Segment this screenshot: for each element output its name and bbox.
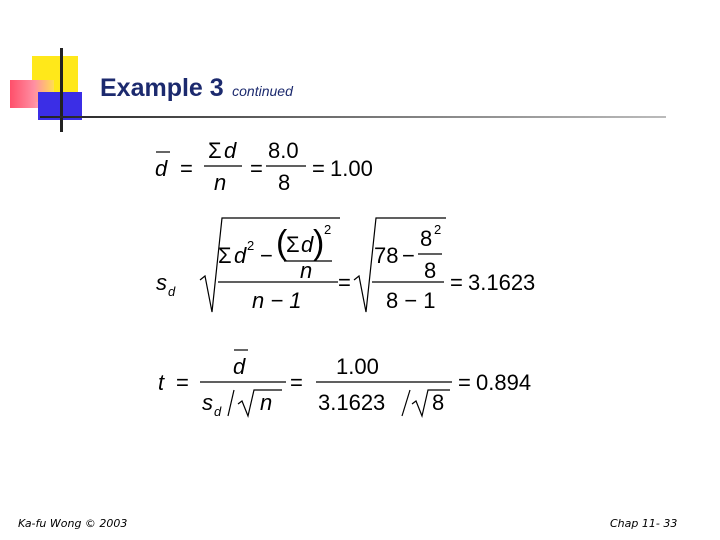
eq1-equals-1: = xyxy=(180,156,193,181)
eq2-n2-inner-num: 8 xyxy=(420,226,433,251)
eq2-exp: 2 xyxy=(247,238,255,253)
eq2-n2-exp: 2 xyxy=(434,222,442,237)
eq1-lhs: d xyxy=(155,156,168,181)
eq3-den2-root: 8 xyxy=(432,390,445,415)
slide-title-text: Example 3 xyxy=(100,74,224,102)
eq1-frac-den: 8 xyxy=(278,170,291,195)
eq3-num: d xyxy=(233,354,246,379)
eq3-equals-1: = xyxy=(176,370,189,395)
eq2-n2-minus: − xyxy=(402,243,415,268)
eq3-slash-2 xyxy=(402,390,410,416)
eq3-radical-2 xyxy=(412,390,450,416)
eq2-sigma: Σ xyxy=(218,243,232,268)
eq2-lhs: s xyxy=(156,270,167,295)
equation-mean-difference xyxy=(155,138,373,195)
eq1-num-var: d xyxy=(224,138,237,163)
eq2-var: d xyxy=(234,243,247,268)
slide-title-note: continued xyxy=(232,83,293,99)
eq3-num2: 1.00 xyxy=(336,354,379,379)
equation-t-statistic xyxy=(158,350,531,419)
eq2-outer-den: n − 1 xyxy=(252,288,302,313)
eq2-n2-den: 8 − 1 xyxy=(386,288,436,313)
eq3-den-sub: d xyxy=(214,404,222,419)
eq2-lhs-sub: d xyxy=(168,284,176,299)
eq3-equals-3: = xyxy=(458,370,471,395)
eq1-den: n xyxy=(214,170,227,195)
eq1-result: 1.00 xyxy=(330,156,373,181)
eq2-equals-2: = xyxy=(450,270,463,295)
eq2-inner-den: n xyxy=(300,258,313,283)
eq2-result: 3.1623 xyxy=(468,270,536,295)
eq1-equals-2: = xyxy=(250,156,263,181)
eq2-n2-num: 78 xyxy=(374,243,399,268)
eq2-inner-sigma: Σ xyxy=(286,232,300,257)
eq1-sigma: Σ xyxy=(208,138,222,163)
eq3-den-root: n xyxy=(260,390,273,415)
eq2-minus: − xyxy=(260,243,273,268)
slide-title xyxy=(100,74,293,103)
eq2-inner-var: d xyxy=(301,232,314,257)
eq3-den-s: s xyxy=(202,390,213,415)
equations xyxy=(140,128,580,428)
eq2-equals-1: = xyxy=(338,270,351,295)
eq2-paren-close: ) xyxy=(313,224,325,262)
eq3-lhs: t xyxy=(158,370,165,395)
eq2-paren-open: ( xyxy=(276,224,288,262)
footer-page-number: Chap 11- 33 xyxy=(610,517,678,530)
eq3-slash-1 xyxy=(228,390,234,416)
vertical-rule xyxy=(60,48,63,132)
equation-std-dev xyxy=(156,218,535,313)
eq3-equals-2: = xyxy=(290,370,303,395)
title-underline xyxy=(40,116,666,118)
eq2-n2-inner-den: 8 xyxy=(424,258,437,283)
eq3-den2: 3.1623 xyxy=(318,390,386,415)
footer-author: Ka-fu Wong © 2003 xyxy=(18,517,128,530)
eq1-equals-3: = xyxy=(312,156,325,181)
eq3-result: 0.894 xyxy=(476,370,532,395)
eq2-inner-exp: 2 xyxy=(324,222,332,237)
eq1-frac-num: 8.0 xyxy=(268,138,299,163)
